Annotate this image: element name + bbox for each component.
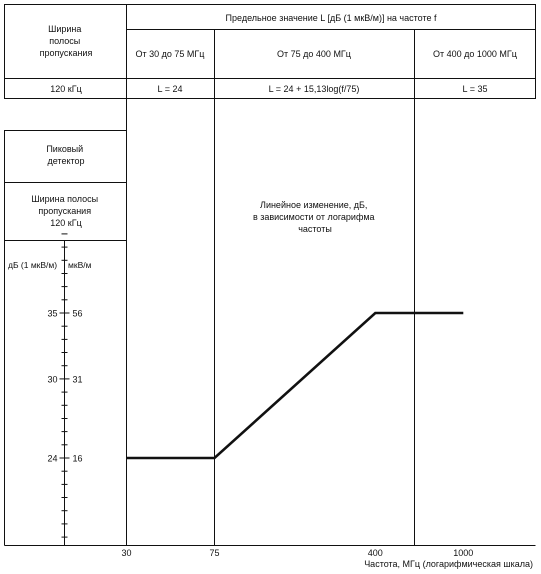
x-tick-labels [121, 548, 473, 558]
annotation-text: Линейное изменение, дБ, в зависимости от логарифма частоты [252, 200, 375, 234]
y-tick-label-uv-56: 56 [72, 308, 83, 319]
x-tick-label-30: 30 [121, 548, 132, 558]
range-formula-2: L = 24 + 15,13log(f/75) [268, 84, 360, 94]
y-tick-label-db-30: 30 [47, 374, 58, 385]
range-formula-1: L = 24 [157, 84, 183, 94]
range-formula-3: L = 35 [462, 84, 488, 94]
limit-series-line-1 [127, 313, 464, 458]
bandwidth-label: Ширина полосы пропускания 120 кГц [31, 194, 99, 228]
y-tick-label-uv-31: 31 [72, 374, 83, 385]
y-tick-label-db-35: 35 [47, 308, 58, 319]
bandwidth-value: 120 кГц [50, 84, 82, 94]
range-label-2: От 75 до 400 МГц [277, 49, 351, 59]
range-label-1: От 30 до 75 МГц [135, 49, 205, 59]
series-layer [127, 313, 464, 458]
detector-label: Пиковый детектор [46, 144, 85, 166]
limit-header: Предельное значение L [дБ (1 мкВ/м)] на частоте f [225, 13, 437, 23]
side-panel-frame [5, 131, 127, 546]
y-tick-label-uv-16: 16 [72, 453, 83, 464]
x-tick-label-75: 75 [209, 548, 220, 558]
x-tick-label-1000: 1000 [453, 548, 474, 558]
x-tick-label-400: 400 [367, 548, 383, 558]
corner-header: Ширина полосы пропускания [39, 24, 93, 58]
x-axis-label: Частота, МГц (логарифмическая шкала) [364, 559, 533, 569]
left-axis-title: дБ (1 мкВ/м) [8, 260, 58, 270]
y-tick-label-db-24: 24 [47, 453, 58, 464]
right-axis-title: мкВ/м [68, 260, 92, 270]
range-label-3: От 400 до 1000 МГц [433, 49, 517, 59]
